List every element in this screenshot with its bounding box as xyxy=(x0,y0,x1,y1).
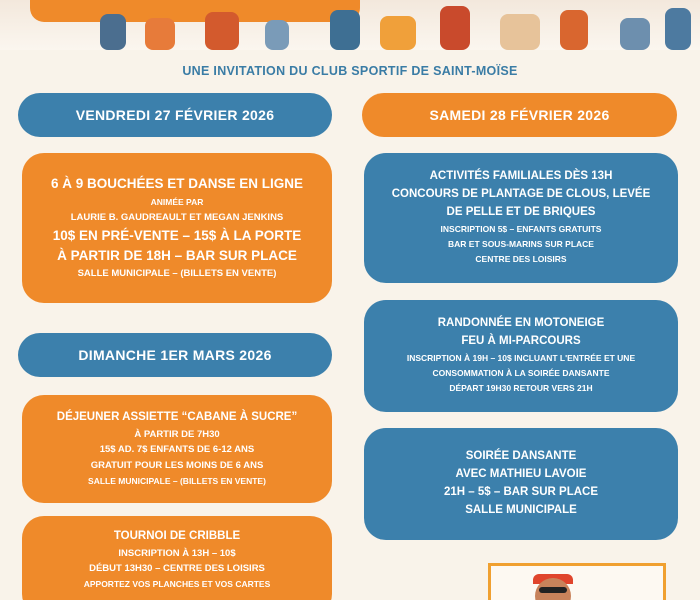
event-signup: INSCRIPTION 5$ – ENFANTS GRATUITS xyxy=(440,223,602,234)
illustration-figure xyxy=(665,8,691,50)
event-title: 6 À 9 BOUCHÉES ET DANSE EN LIGNE xyxy=(50,176,304,192)
day-header-saturday: SAMEDI 28 FÉVRIER 2026 xyxy=(362,93,677,137)
event-signup: INSCRIPTION À 13H – 10$ xyxy=(118,547,236,559)
event-time: À PARTIR DE 7H30 xyxy=(134,428,220,440)
day-header-friday: VENDREDI 27 FÉVRIER 2026 xyxy=(18,93,332,137)
event-bring: APPORTEZ VOS PLANCHES ET VOS CARTES xyxy=(83,579,271,590)
performer-photo xyxy=(488,563,666,600)
illustration-figure xyxy=(330,10,360,50)
illustration-figure xyxy=(265,20,289,50)
event-card-saturday-snowmobile xyxy=(364,300,678,412)
event-bar: BAR ET SOUS-MARINS SUR PLACE xyxy=(448,239,594,250)
event-title: TOURNOI DE CRIBBLE xyxy=(113,530,241,542)
event-depart: DÉPART 19H30 RETOUR VERS 21H xyxy=(449,383,593,394)
event-contest-line-1: CONCOURS DE PLANTAGE DE CLOUS, LEVÉE xyxy=(391,188,651,201)
day-header-sunday: DIMANCHE 1ER MARS 2026 xyxy=(18,333,332,377)
event-title: RANDONNÉE EN MOTONEIGE xyxy=(437,317,605,330)
illustration-figure xyxy=(620,18,650,50)
header-illustration xyxy=(0,0,700,50)
event-hosted-by: ANIMÉE PAR xyxy=(150,196,204,207)
event-card-saturday-dance xyxy=(364,428,678,540)
event-time: 21H – 5$ – BAR SUR PLACE xyxy=(443,486,599,498)
invitation-subtitle: UNE INVITATION DU CLUB SPORTIF DE SAINT-MOÏSE xyxy=(182,64,518,78)
event-time: À PARTIR DE 18H – BAR SUR PLACE xyxy=(57,247,297,263)
event-free-note: GRATUIT POUR LES MOINS DE 6 ANS xyxy=(90,460,264,472)
illustration-figure xyxy=(145,18,175,50)
event-contest-line-2: DE PELLE ET DE BRIQUES xyxy=(446,205,596,218)
event-fire: FEU À MI-PARCOURS xyxy=(461,335,581,348)
event-place: SALLE MUNICIPALE – (BILLETS EN VENTE) xyxy=(88,475,266,486)
event-hosts: LAURIE B. GAUDREAULT ET MEGAN JENKINS xyxy=(70,211,284,223)
event-place: CENTRE DES LOISIRS xyxy=(475,254,567,265)
illustration-figure xyxy=(560,10,588,50)
event-place: SALLE MUNICIPALE – (BILLETS EN VENTE) xyxy=(77,268,277,280)
event-with: AVEC MATHIEU LAVOIE xyxy=(455,468,587,481)
event-card-sunday-cribbage xyxy=(22,516,332,600)
event-start: DÉBUT 13H30 – CENTRE DES LOISIRS xyxy=(89,563,265,575)
event-title: SOIRÉE DANSANTE xyxy=(465,450,577,463)
event-card-friday-dance xyxy=(22,153,332,303)
event-price: 15$ AD. 7$ ENFANTS DE 6-12 ANS xyxy=(99,444,255,456)
illustration-figure xyxy=(380,16,416,50)
header-ribbon xyxy=(30,0,360,22)
illustration-figure xyxy=(440,6,470,50)
illustration-figure xyxy=(100,14,126,50)
illustration-figure xyxy=(205,12,239,50)
illustration-figure xyxy=(500,14,540,50)
event-title: DÉJEUNER ASSIETTE “CABANE À SUCRE” xyxy=(56,410,298,423)
event-title: ACTIVITÉS FAMILIALES DÈS 13H xyxy=(429,170,613,183)
event-price: 10$ EN PRÉ-VENTE – 15$ À LA PORTE xyxy=(52,227,302,243)
event-signup-line-1: INSCRIPTION À 19H – 10$ INCLUANT L'ENTRÉE ET UNE xyxy=(406,352,636,363)
sunglasses-shape xyxy=(539,587,567,593)
event-card-saturday-family xyxy=(364,153,678,283)
event-place: SALLE MUNICIPALE xyxy=(465,503,577,516)
event-signup-line-2: CONSOMMATION À LA SOIRÉE DANSANTE xyxy=(432,368,610,379)
event-card-sunday-breakfast xyxy=(22,395,332,503)
